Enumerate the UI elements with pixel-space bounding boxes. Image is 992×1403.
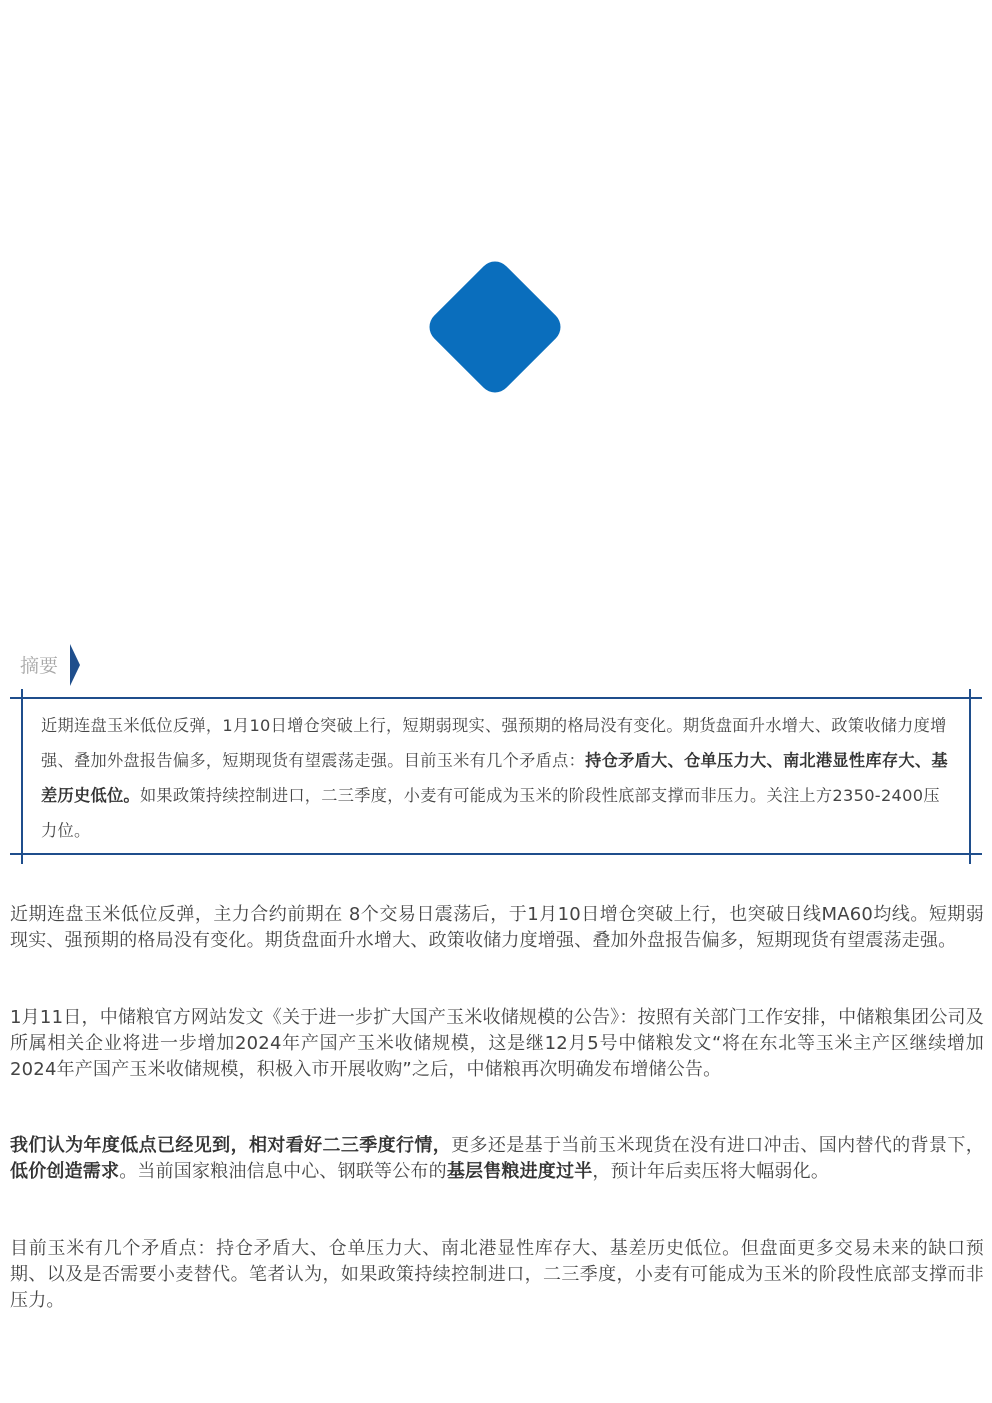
p3-bold-1: 我们认为年度低点已经见到，相对看好二三季度行情， bbox=[10, 1135, 452, 1156]
abstract-label: 摘要 bbox=[20, 655, 59, 677]
p3-bold-2: 低价创造需求 bbox=[10, 1161, 120, 1182]
abstract-box-top-rule bbox=[10, 697, 982, 699]
body-paragraph-3 bbox=[10, 1133, 984, 1185]
abstract-box-right-rule bbox=[969, 689, 971, 864]
body-paragraph-4: 目前玉米有几个矛盾点：持仓矛盾大、仓单压力大、南北港显性库存大、基差历史低位。但盘面更多交易未来的缺口预期、以及是否需要小麦替代。笔者认为，如果政策持续控制进口，二三季度，小麦有可能成为玉米的阶段性底部支撑而非压力。 bbox=[10, 1238, 984, 1311]
p3-bold-3: 基层售粮进度过半 bbox=[446, 1161, 593, 1182]
abstract-box-bottom-rule bbox=[10, 853, 982, 855]
p3-text-2: 。当前国家粮油信息中心、钢联等公布的 bbox=[119, 1161, 447, 1182]
p3-text-3: ，预计年后卖压将大幅弱化。 bbox=[592, 1161, 830, 1182]
abstract-key-points: 持仓矛盾大、仓单压力大、南北港显性库存大、基差历史低位。 bbox=[41, 751, 948, 805]
abstract-text bbox=[41, 708, 953, 848]
abstract-box-left-rule bbox=[21, 689, 23, 864]
abstract-sentence-1: 近期连盘玉米低位反弹，1月10日增仓突破上行，短期弱现实、强预期的格局没有变化。期货盘面升水增大、政策收储力度增强、叠加外盘报告偏多，短期现货有望震荡走强。目前玉米有几个矛盾点： bbox=[41, 716, 947, 770]
p3-text-1: 更多还是基于当前玉米现货在没有进口冲击、国内替代的背景下， bbox=[451, 1135, 984, 1156]
diamond-icon bbox=[423, 255, 567, 399]
abstract-box bbox=[10, 689, 982, 864]
body-paragraph-1: 近期连盘玉米低位反弹，主力合约前期在 8个交易日震荡后，于1月10日增仓突破上行，也突破日线MA60均线。短期弱现实、强预期的格局没有变化。期货盘面升水增大、政策收储力度增强、叠加外盘报告偏多，短期现货有望震荡走强。 bbox=[10, 904, 984, 951]
body-paragraph-2: 1月11日，中储粮官方网站发文《关于进一步扩大国产玉米收储规模的公告》：按照有关部门工作安排，中储粮集团公司及所属相关企业将进一步增加2024年产国产玉米收储规模，这是继12月5号中储粮发文“将在东北等玉米主产区继续增加2024年产国产玉米收储规模，积极入市开展收购”之后，中储粮再次明确发布增储公告。 bbox=[10, 1007, 984, 1080]
arrow-right-icon bbox=[70, 644, 80, 686]
logo-diamond bbox=[422, 254, 570, 400]
abstract-sentence-2: 如果政策持续控制进口，二三季度，小麦有可能成为玉米的阶段性底部支撑而非压力。关注上方2350-2400压力位。 bbox=[41, 786, 940, 840]
